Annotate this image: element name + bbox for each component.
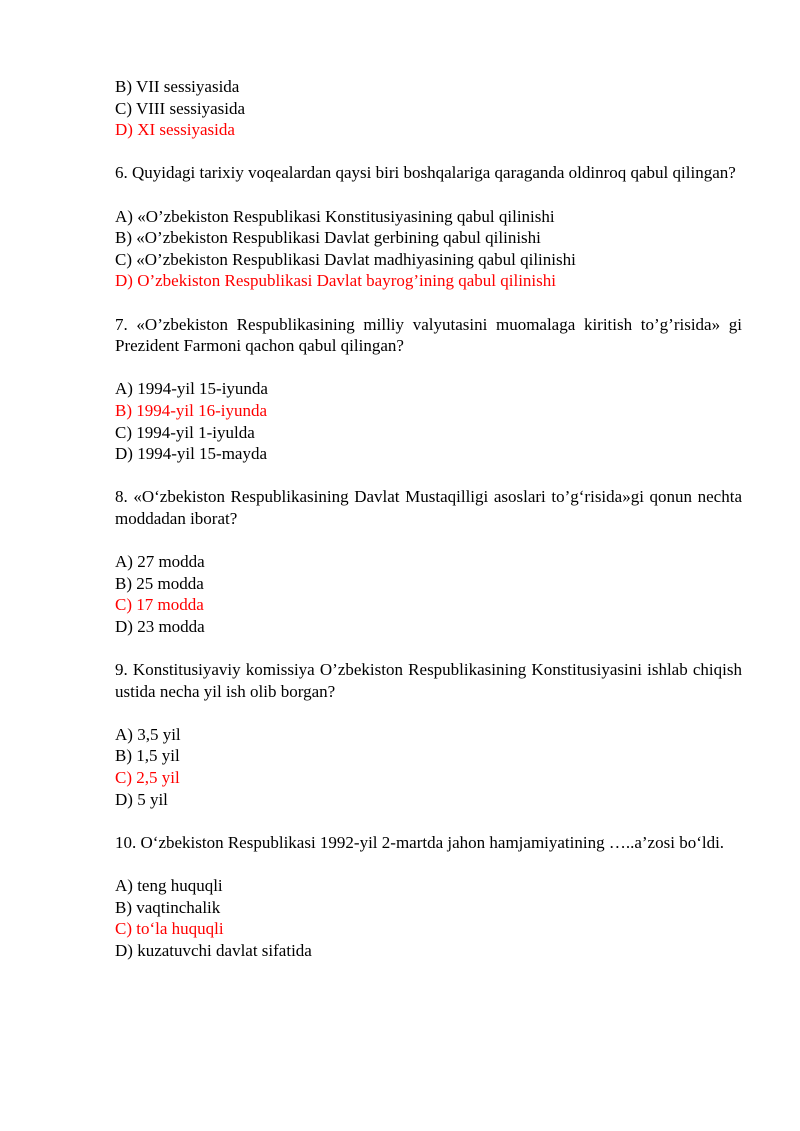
answer-option: B) VII sessiyasida (115, 77, 240, 96)
answer-option: A) «O’zbekiston Respublikasi Konstitusiyasining qabul qilinishi (115, 206, 555, 226)
spacer (115, 529, 742, 551)
correct-answer-option: C) 2,5 yil (115, 768, 180, 787)
spacer (115, 810, 742, 832)
question-block-8 (115, 486, 742, 637)
spacer (115, 637, 742, 659)
answer-option: D) kuzatuvchi davlat sifatida (115, 940, 312, 960)
question-block-7 (115, 314, 742, 465)
correct-answer-option: C) to‘la huquqli (115, 919, 224, 939)
question-text: 9. Konstitusiyaviy komissiya O’zbekiston Respublikasining Konstitusiyasini ishlab chiqish ustida necha yil ish olib borgan? (115, 660, 742, 701)
question-text: 10. O‘zbekiston Respublikasi 1992-yil 2-martda jahon hamjamiyatining …..a’zosi bo‘ldi. (115, 832, 725, 852)
answer-option: A) 27 modda (115, 552, 205, 572)
spacer (115, 853, 742, 875)
answer-option: B) 25 modda (115, 573, 204, 593)
answer-option: C) 1994-yil 1-iyulda (115, 422, 255, 442)
correct-answer-option: D) XI sessiyasida (115, 120, 235, 140)
answer-option: D) 5 yil (115, 789, 168, 809)
correct-answer-option: B) 1994-yil 16-iyunda (115, 400, 268, 420)
spacer (115, 141, 742, 163)
spacer (115, 292, 742, 314)
answer-option: C) «O’zbekiston Respublikasi Davlat madhiyasining qabul qilinishi (115, 249, 576, 269)
answer-option: B) vaqtinchalik (115, 897, 221, 917)
answer-option: A) teng huquqli (115, 875, 223, 895)
answer-option: C) VIII sessiyasida (115, 98, 245, 118)
answer-option: B) 1,5 yil (115, 746, 180, 766)
question-block-10 (115, 832, 742, 962)
answer-option: D) 23 modda (115, 616, 205, 636)
correct-answer-option: C) 17 modda (115, 595, 204, 615)
spacer (115, 357, 742, 379)
answer-option: D) 1994-yil 15-mayda (115, 444, 268, 464)
question-block-6 (115, 162, 742, 292)
question-text: 6. Quyidagi tarixiy voqealardan qaysi biri boshqalariga qaraganda oldinroq qabul qilingan? (115, 163, 736, 183)
correct-answer-option: D) O’zbekiston Respublikasi Davlat bayrog’ining qabul qilinishi (115, 271, 556, 291)
document-page (115, 76, 742, 961)
question-text: 8. «O‘zbekiston Respublikasining Davlat Mustaqilligi asoslari to’g‘risida»gi qonun nechta moddadan iborat? (115, 487, 742, 528)
spacer (115, 184, 742, 206)
question-block-9 (115, 659, 742, 810)
spacer (115, 465, 742, 487)
answer-option: B) «O’zbekiston Respublikasi Davlat gerbining qabul qilinishi (115, 228, 541, 248)
spacer (115, 702, 742, 724)
question-text: 7. «O’zbekiston Respublikasining milliy valyutasini muomalaga kiritish to’g’risida» gi Prezident Farmoni qachon qabul qilingan? (115, 314, 742, 356)
answer-option: A) 1994-yil 15-iyunda (115, 379, 268, 399)
answer-option: A) 3,5 yil (115, 724, 181, 744)
intro-answer-list (115, 76, 742, 141)
